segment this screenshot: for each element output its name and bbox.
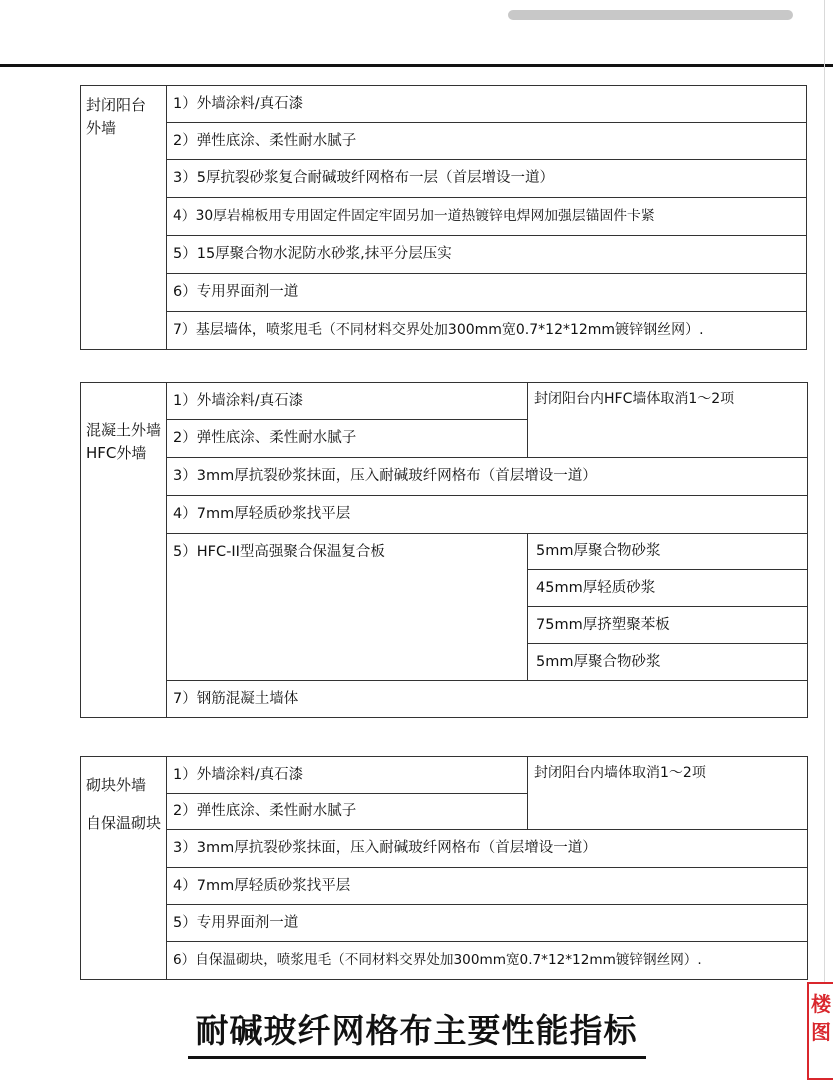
layer-row: 7）基层墙体，喷浆甩毛（不同材料交界处加300mm宽0.7*12*12mm镀锌钢丝网）. [167,312,807,350]
spec-table-hfc-wall [80,382,808,718]
page-right-edge [824,0,825,1080]
layer-row: 3）5厚抗裂砂浆复合耐碱玻纤网格布一层（首层增设一道） [167,160,807,198]
layer-row: 5）HFC-II型高强聚合保温复合板 [167,534,528,681]
layer-row: 1）外墙涂料/真石漆 [167,86,807,123]
scrollbar-thumb[interactable] [508,10,793,20]
section-label-line2: 自保温砌块 [86,813,162,832]
layer-row: 6）自保温砌块，喷浆甩毛（不同材料交界处加300mm宽0.7*12*12mm镀锌钢丝网）. [167,942,808,980]
layer-row: 2）弹性底涂、柔性耐水腻子 [167,420,528,458]
sublayer-row: 5mm厚聚合物砂浆 [528,534,808,570]
layer-row: 6）专用界面剂一道 [167,274,807,312]
section-label-line1: 混凝土外墙 [86,421,162,439]
sublayer-row: 45mm厚轻质砂浆 [528,570,808,607]
layer-row: 3）3mm厚抗裂砂浆抹面，压入耐碱玻纤网格布（首层增设一道） [167,458,808,496]
layer-row: 2）弹性底涂、柔性耐水腻子 [167,123,807,160]
layer-row: 2）弹性底涂、柔性耐水腻子 [167,794,528,830]
section-label [81,86,167,350]
sublayer-row: 75mm厚挤塑聚苯板 [528,607,808,644]
page-top-rule [0,64,833,67]
layer-row: 7）钢筋混凝土墙体 [167,681,808,718]
footer-title [0,1005,833,1059]
corner-stamp: 楼图 [807,982,833,1080]
layer-row: 4）7mm厚轻质砂浆找平层 [167,868,808,905]
footer-title-text: 耐碱玻纤网格布主要性能指标 [188,1005,646,1059]
section-label-line2: 外墙 [86,119,117,138]
layer-row: 3）3mm厚抗裂砂浆抹面，压入耐碱玻纤网格布（首层增设一道） [167,830,808,868]
section-note: 封闭阳台内HFC墙体取消1～2项 [528,383,808,458]
layer-row: 1）外墙涂料/真石漆 [167,383,528,420]
layer-row: 5）专用界面剂一道 [167,905,808,942]
section-label-line1: 封闭阳台 [86,96,147,114]
section-label-line2: HFC外墙 [86,444,147,463]
spec-table-block-wall [80,756,808,980]
section-label-line1: 砌块外墙 [86,776,147,794]
layer-row: 1）外墙涂料/真石漆 [167,757,528,794]
spec-table-balcony-wall [80,85,807,350]
section-label [81,757,167,980]
section-note: 封闭阳台内墙体取消1～2项 [528,757,808,830]
layer-row: 5）15厚聚合物水泥防水砂浆,抹平分层压实 [167,236,807,274]
layer-row: 4）30厚岩棉板用专用固定件固定牢固另加一道热镀锌电焊网加强层锚固件卡紧 [167,198,807,236]
section-label [81,383,167,718]
layer-row: 4）7mm厚轻质砂浆找平层 [167,496,808,534]
sublayer-row: 5mm厚聚合物砂浆 [528,644,808,681]
